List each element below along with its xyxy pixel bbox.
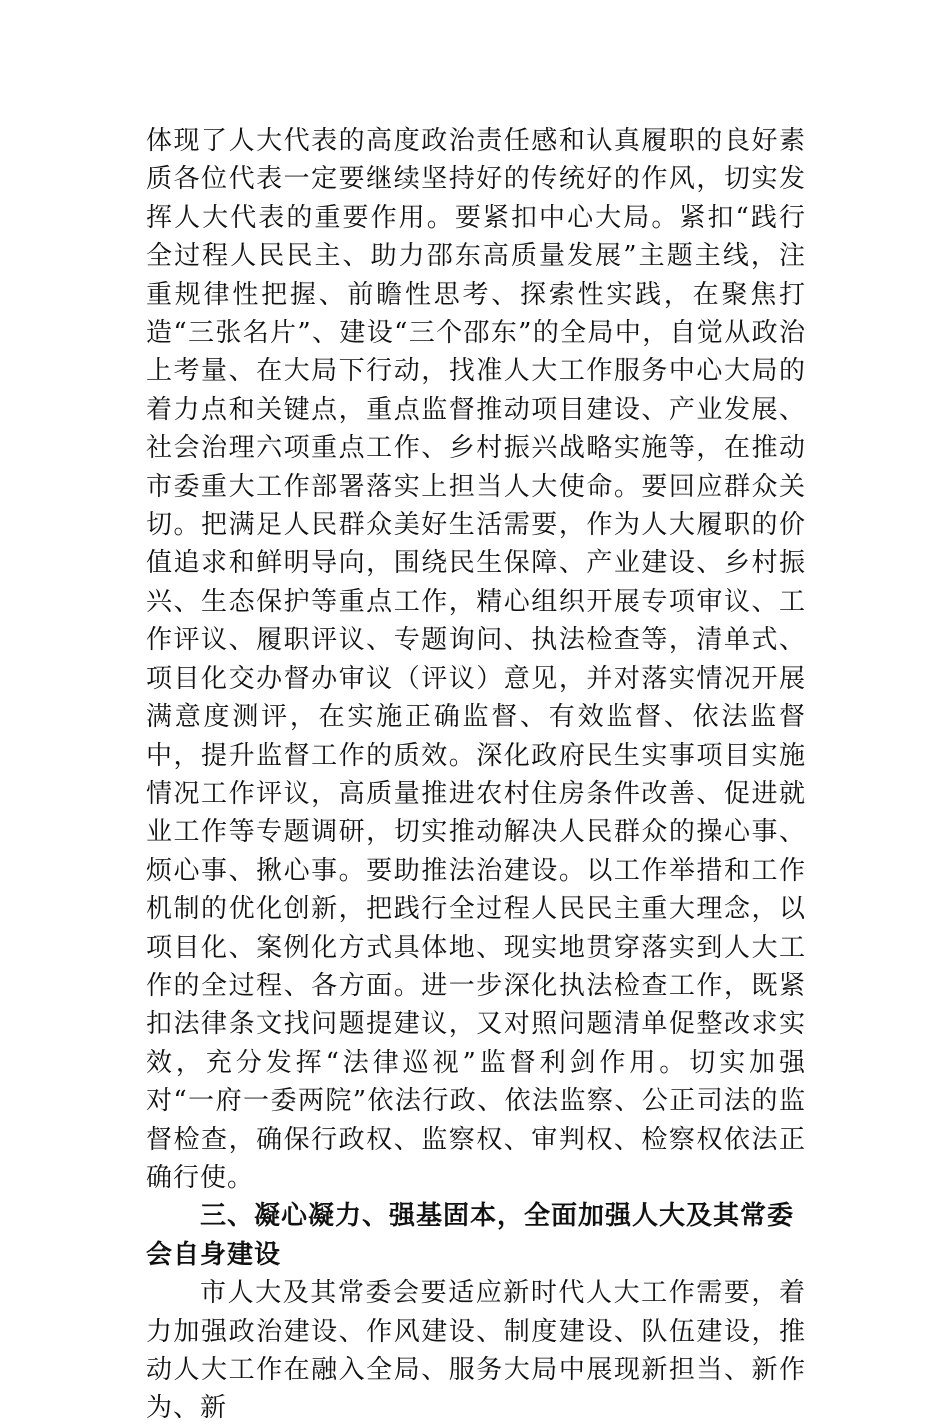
- body-paragraph: 体现了人大代表的高度政治责任感和认真履职的良好素质各位代表一定要继续坚持好的传统好的作风，切实发挥人大代表的重要作用。要紧扣中心大局。紧扣“践行全过程人民民主、助力邵东高质量发展”主题主线，注重规律性把握、前瞻性思考、探索性实践，在聚焦打造“三张名片”、建设“三个邵东”的全局中，自觉从政治上考量、在大局下行动，找准人大工作服务中心大局的着力点和关键点，重点监督推动项目建设、产业发展、社会治理六项重点工作、乡村振兴战略实施等，在推动市委重大工作部署落实上担当人大使命。要回应群众关切。把满足人民群众美好生活需要，作为人大履职的价值追求和鲜明导向，围绕民生保障、产业建设、乡村振兴、生态保护等重点工作，精心组织开展专项审议、工作评议、履职评议、专题询问、执法检查等，清单式、项目化交办督办审议（评议）意见，并对落实情况开展满意度测评，在实施正确监督、有效监督、依法监督中，提升监督工作的质效。深化政府民生实事项目实施情况工作评议，高质量推进农村住房条件改善、促进就业工作等专题调研，切实推动解决人民群众的操心事、烦心事、揪心事。要助推法治建设。以工作举措和工作机制的优化创新，把践行全过程人民民主重大理念，以项目化、案例化方式具体地、现实地贯穿落实到人大工作的全过程、各方面。进一步深化执法检查工作，既紧扣法律条文找问题提建议，又对照问题清单促整改求实效，充分发挥“法律巡视”监督利剑作用。切实加强对“一府一委两院”依法行政、依法监察、公正司法的监督检查，确保行政权、监察权、审判权、检察权依法正确行使。: [146, 126, 806, 1193]
- document-page: [146, 122, 806, 1428]
- body-paragraph: 市人大及其常委会要适应新时代人大工作需要，着力加强政治建设、作风建设、制度建设、队伍建设，推动人大工作在融入全局、服务大局中展现新担当、新作为、新: [146, 1278, 806, 1424]
- section-heading: 三、凝心凝力、强基固本，全面加强人大及其常委会自身建设: [146, 1201, 795, 1270]
